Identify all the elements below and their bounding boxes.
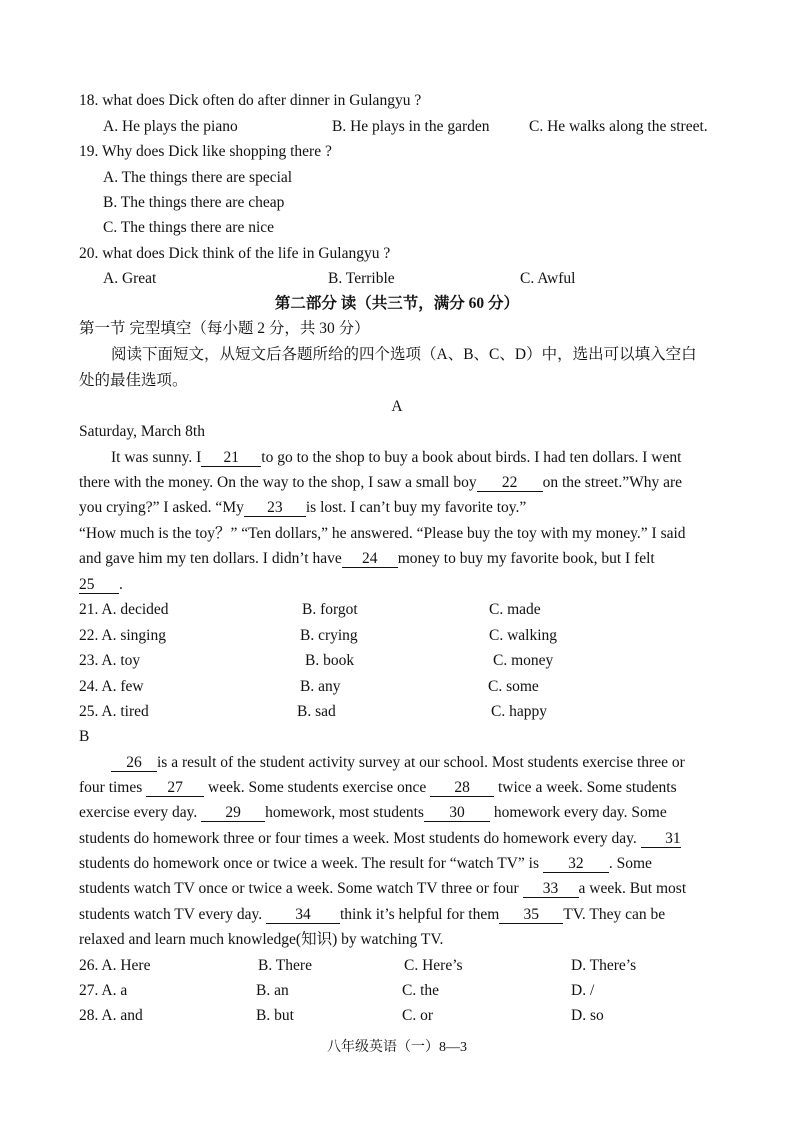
blank-33: 33: [523, 880, 579, 898]
question-18-option-b: B. He plays in the garden: [332, 118, 490, 135]
question-20-stem: 20. what does Dick think of the life in Gulangyu ?: [79, 245, 391, 262]
text-segment: exercise every day.: [79, 804, 198, 821]
question-19-option-b: B. The things there are cheap: [103, 194, 285, 211]
option-26-b: B. There: [258, 957, 312, 974]
blank-35: 35: [499, 906, 563, 924]
page-footer: 八年级英语（一）8—3: [327, 1040, 467, 1055]
question-19-option-a: A. The things there are special: [103, 169, 293, 186]
option-24-a: 24. A. few: [79, 678, 144, 695]
section-title: 第一节 完型填空（每小题 2 分，共 30 分）: [79, 320, 370, 337]
text-segment: students do homework once or twice a week. The result for “watch TV” is: [79, 855, 539, 872]
passage-a-line-5: [79, 549, 655, 569]
text-segment: think it’s helpful for them: [339, 906, 500, 923]
text-segment: is lost. I can’t buy my favorite toy.”: [305, 499, 527, 516]
option-25-b: B. sad: [297, 703, 336, 720]
option-26-a: 26. A. Here: [79, 957, 151, 974]
part-title: 第二部分 读（共三节，满分 60 分）: [274, 295, 520, 312]
blank-24: 24: [342, 550, 398, 568]
option-21-a: 21. A. decided: [79, 601, 169, 618]
text-segment: homework, most students: [265, 804, 424, 821]
instruction-line-2: 处的最佳选项。: [79, 372, 188, 389]
text-segment: there with the money. On the way to the shop, I saw a small boy: [79, 474, 477, 491]
passage-a-date: Saturday, March 8th: [79, 423, 205, 440]
passage-b-line-3: [79, 803, 667, 823]
question-19-stem: 19. Why does Dick like shopping there ?: [79, 143, 332, 160]
blank-26: 26: [111, 754, 157, 772]
passage-a-line-4: “How much is the toy？” “Ten dollars,” he answered. “Please buy the toy with my money.” I said: [79, 525, 686, 542]
option-24-c: C. some: [488, 678, 539, 695]
blank-34: 34: [266, 906, 340, 924]
option-27-c: C. the: [402, 982, 440, 999]
text-segment: a week. But most: [578, 880, 687, 897]
passage-a-line-1: [111, 448, 681, 468]
option-22-c: C. walking: [489, 627, 558, 644]
text-segment: students watch TV once or twice a week. Some watch TV three or four: [79, 880, 519, 897]
blank-30: 30: [424, 804, 490, 822]
option-28-d: D. so: [571, 1007, 604, 1024]
blank-29: 29: [201, 804, 265, 822]
option-21-b: B. forgot: [302, 601, 358, 618]
instruction-line-1: 阅读下面短文，从短文后各题所给的四个选项（A、B、C、D）中，选出可以填入空白: [111, 346, 697, 363]
text-segment: .: [119, 576, 123, 593]
passage-b-label: B: [79, 728, 90, 745]
option-21-c: C. made: [489, 601, 541, 618]
blank-22: 22: [477, 474, 543, 492]
text-segment: and gave him my ten dollars. I didn’t have: [79, 550, 342, 567]
option-28-c: C. or: [402, 1007, 433, 1024]
passage-a-label: A: [391, 398, 403, 415]
blank-32: 32: [543, 855, 609, 873]
text-segment: twice a week. Some students: [498, 779, 677, 796]
text-segment: week. Some students exercise once: [208, 779, 427, 796]
option-23-c: C. money: [493, 652, 554, 669]
option-23-b: B. book: [305, 652, 355, 669]
option-28-a: 28. A. and: [79, 1007, 143, 1024]
text-segment: to go to the shop to buy a book about birds. I had ten dollars. I went: [261, 449, 682, 466]
passage-a-line-2: [79, 473, 682, 493]
text-segment: It was sunny. I: [111, 449, 202, 466]
passage-a-line-3: [79, 498, 526, 518]
passage-b-line-2: [79, 778, 677, 798]
passage-b-line-7: [79, 905, 665, 925]
blank-27: 27: [146, 779, 204, 797]
option-27-b: B. an: [256, 982, 289, 999]
text-segment: money to buy my favorite book, but I felt: [397, 550, 655, 567]
passage-a-line-6: [79, 575, 123, 595]
text-segment: students do homework three or four times a week. Most students do homework every day.: [79, 830, 637, 847]
passage-b-line-4: [79, 829, 681, 849]
question-18-stem: 18. what does Dick often do after dinner in Gulangyu ?: [79, 92, 422, 109]
text-segment: is a result of the student activity survey at our school. Most students exercise three or: [157, 754, 685, 771]
question-20-option-a: A. Great: [103, 270, 157, 287]
text-segment: students watch TV every day.: [79, 906, 263, 923]
text-segment: homework every day. Some: [493, 804, 667, 821]
question-20-option-b: B. Terrible: [328, 270, 395, 287]
option-23-a: 23. A. toy: [79, 652, 141, 669]
option-27-d: D. /: [571, 982, 595, 999]
blank-21: 21: [201, 449, 261, 467]
blank-31: 31: [641, 830, 681, 848]
passage-b-line-8: relaxed and learn much knowledge(知识) by watching TV.: [79, 931, 444, 948]
option-25-a: 25. A. tired: [79, 703, 149, 720]
option-27-a: 27. A. a: [79, 982, 128, 999]
text-segment: TV. They can be: [563, 906, 666, 923]
blank-28: 28: [430, 779, 494, 797]
question-20-option-c: C. Awful: [520, 270, 576, 287]
passage-b-line-6: [79, 879, 686, 899]
blank-23: 23: [244, 499, 306, 517]
text-segment: four times: [79, 779, 143, 796]
text-segment: . Some: [608, 855, 652, 872]
option-28-b: B. but: [256, 1007, 294, 1024]
text-segment: you crying?” I asked. “My: [79, 499, 244, 516]
passage-b-line-1: [111, 753, 685, 773]
question-19-option-c: C. The things there are nice: [103, 219, 275, 236]
question-18-option-a: A. He plays the piano: [103, 118, 238, 135]
option-24-b: B. any: [300, 678, 341, 695]
option-22-b: B. crying: [300, 627, 358, 644]
option-26-c: C. Here’s: [404, 957, 463, 974]
blank-25: 25: [79, 576, 119, 594]
passage-b-line-5: [79, 854, 652, 874]
option-22-a: 22. A. singing: [79, 627, 166, 644]
question-18-option-c: C. He walks along the street.: [529, 118, 708, 135]
text-segment: on the street.”Why are: [542, 474, 683, 491]
option-25-c: C. happy: [491, 703, 547, 720]
option-26-d: D. There’s: [571, 957, 637, 974]
